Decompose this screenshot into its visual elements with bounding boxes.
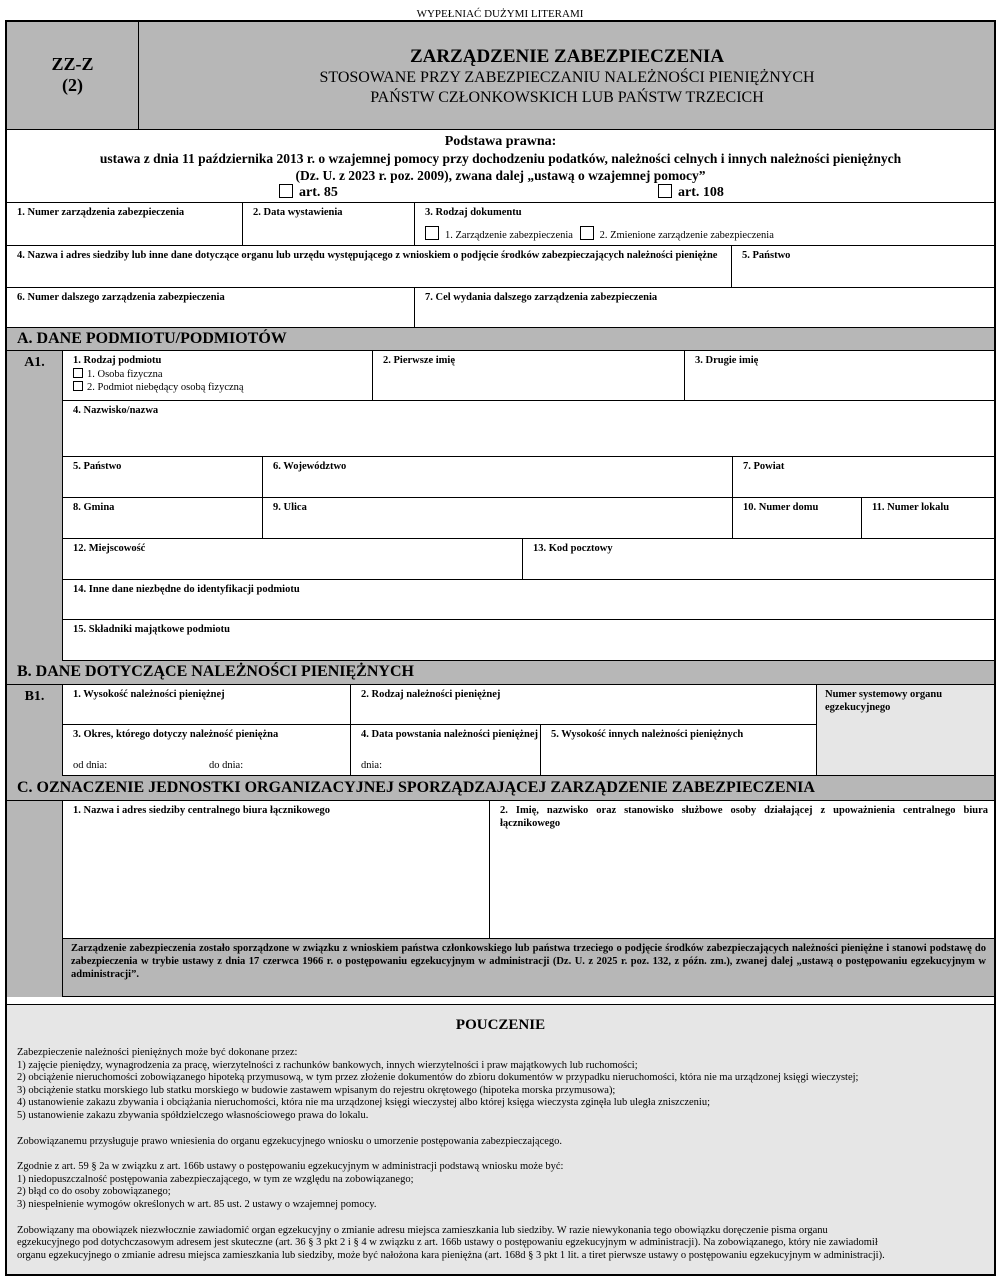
period-from[interactable]: od dnia: xyxy=(73,760,108,771)
field-issue-date-label: 2. Data wystawienia xyxy=(253,207,343,218)
field-document-type-label: 3. Rodzaj dokumentu xyxy=(425,207,522,218)
field-surname-name[interactable] xyxy=(63,401,994,457)
document-type-options xyxy=(425,226,994,242)
form-code-box xyxy=(7,22,139,129)
period-to[interactable]: do dnia: xyxy=(209,760,244,771)
form-version: (2) xyxy=(62,75,83,95)
subject-legal-checkbox[interactable] xyxy=(73,381,83,391)
field-country[interactable] xyxy=(732,246,994,287)
fill-instruction: WYPEŁNIAĆ DUŻYMI LITERAMI xyxy=(416,8,584,20)
field-first-name[interactable] xyxy=(373,351,685,400)
section-a-header: A. DANE PODMIOTU/PODMIOTÓW xyxy=(7,328,994,351)
art85-checkbox[interactable] xyxy=(279,184,293,198)
legal-basis-heading: Podstawa prawna: xyxy=(444,134,557,149)
instructions-address-line: organu egzekucyjnego o zmianie adresu miejsca zamieszkania lub siedziby, może być nałożona kara pieniężna (art. 168d § 3 pkt 1 lit. a tiret pierwsze ustawy o postępowaniu egzekucyjnym w administracji). xyxy=(17,1249,885,1261)
subject-legal-label: 2. Podmiot niebędący osobą fizyczną xyxy=(87,382,244,393)
field-voivodeship-label: 6. Województwo xyxy=(273,461,347,472)
field-claim-date-label: 4. Data powstania należności pieniężnej xyxy=(361,729,539,740)
row-further-order xyxy=(7,288,994,328)
instructions-title: POUCZENIE xyxy=(455,1017,546,1033)
field-system-number-label: Numer systemowy organu egzekucyjnego xyxy=(825,689,943,713)
subject-type-legal-option[interactable] xyxy=(73,381,372,394)
field-claim-type-label: 2. Rodzaj należności pieniężnej xyxy=(361,689,501,700)
legal-basis-line-1: ustawa z dnia 11 października 2013 r. o wzajemnej pomocy przy dochodzeniu podatków, należności celnych i innych należności pieniężnych xyxy=(99,151,902,166)
field-system-number[interactable] xyxy=(816,685,994,776)
field-house-number[interactable] xyxy=(733,498,862,538)
field-second-name-label: 3. Drugie imię xyxy=(695,355,759,366)
instructions-ground: 2) błąd co do osoby zobowiązanego; xyxy=(17,1186,171,1198)
row-b-amount xyxy=(63,685,816,725)
field-issue-date[interactable] xyxy=(243,203,415,245)
art108-checkbox[interactable] xyxy=(658,184,672,198)
field-county-label: 7. Powiat xyxy=(743,461,785,472)
row-c-liaison xyxy=(63,801,994,939)
field-other-claims-label: 5. Wysokość innych należności pieniężnych xyxy=(551,729,744,740)
form-subtitle-1: STOSOWANE PRZY ZABEZPIECZANIU NALEŻNOŚCI PIENIĘŻNYCH xyxy=(319,69,815,86)
doc-type-order-label: 1. Zarządzenie zabezpieczenia xyxy=(445,230,573,241)
field-other-identification-label: 14. Inne dane niezbędne do identyfikacji podmiotu xyxy=(73,584,300,595)
section-b-header: B. DANE DOTYCZĄCE NALEŻNOŚCI PIENIĘŻNYCH xyxy=(7,661,994,685)
row-b-period xyxy=(63,725,816,776)
field-order-number[interactable] xyxy=(7,203,243,245)
section-c-row-label xyxy=(7,801,63,997)
subject-natural-label: 1. Osoba fizyczna xyxy=(87,369,163,380)
row-requesting-authority xyxy=(7,246,994,288)
instructions-address-line: egzekucyjnego pod dotychczasowym adresem jest skuteczne (art. 36 § 3 pkt 2 i § 4 w związku z art. 166b ustawy o postępowaniu egzekucyjnym w administracji). Na zobowiązanego, który nie zawiadomił xyxy=(17,1237,878,1249)
instructions-item: 3) obciążenie statku morskiego lub statku morskiego w budowie zastawem wpisanym do rejestru okrętowego (hipoteka morska przymusowa); xyxy=(17,1084,616,1096)
field-second-name[interactable] xyxy=(685,351,994,400)
art108-label: art. 108 xyxy=(678,185,724,200)
art85-label: art. 85 xyxy=(299,185,338,200)
field-further-order-purpose-label: 7. Cel wydania dalszego zarządzenia zabezpieczenia xyxy=(425,292,658,303)
field-postal-code-label: 13. Kod pocztowy xyxy=(533,543,613,554)
field-liaison-office-label: 1. Nazwa i adres siedziby centralnego biura łącznikowego xyxy=(73,805,331,816)
doc-type-order-checkbox[interactable] xyxy=(425,226,439,240)
subject-natural-checkbox[interactable] xyxy=(73,368,83,378)
doc-type-amended-label: 2. Zmienione zarządzenie zabezpieczenia xyxy=(599,230,774,241)
instructions-discontinuation: Zobowiązanemu przysługuje prawo wniesienia do organu egzekucyjnego wniosku o umorzenie postępowania zabezpieczającego. xyxy=(17,1135,563,1147)
instructions-ground: 1) niedopuszczalność postępowania zabezpieczającego, w tym ze względu na zobowiązanego; xyxy=(17,1173,414,1185)
field-further-order-purpose[interactable] xyxy=(415,288,994,327)
field-commune-label: 8. Gmina xyxy=(73,502,115,513)
field-first-name-label: 2. Pierwsze imię xyxy=(383,355,456,366)
instructions-intro: Zabezpieczenie należności pieniężnych może być dokonane przez: xyxy=(17,1047,298,1058)
field-subject-type xyxy=(63,351,373,400)
row-a-city xyxy=(63,539,994,580)
field-claim-amount-label: 1. Wysokość należności pieniężnej xyxy=(73,689,225,700)
instructions-item: 5) ustanowienie zakazu zbywania spółdzielczego własnościowego prawa do lokalu. xyxy=(17,1109,369,1121)
field-requesting-authority[interactable] xyxy=(7,246,732,287)
field-country-label: 5. Państwo xyxy=(742,250,791,261)
field-further-order-number-label: 6. Numer dalszego zarządzenia zabezpieczenia xyxy=(17,292,225,303)
field-requesting-authority-label: 4. Nazwa i adres siedziby lub inne dane dotyczące organu lub urzędu występującego z wnioskiem o podjęcie środków zabezpieczających należności pieniężne xyxy=(17,250,718,261)
instructions-item: 1) zajęcie pieniędzy, wynagrodzenia za pracę, wierzytelności z rachunków bankowych, innych wierzytelności i praw majątkowych lub ruchomości; xyxy=(17,1059,638,1071)
field-claim-period xyxy=(63,725,351,775)
field-document-type xyxy=(415,203,994,245)
form-title: ZARZĄDZENIE ZABEZPIECZENIA xyxy=(409,46,725,67)
field-claim-period-label: 3. Okres, którego dotyczy należność pieniężna xyxy=(73,729,279,740)
form-header xyxy=(7,22,994,130)
field-other-identification[interactable] xyxy=(63,580,994,620)
claim-date-day[interactable]: dnia: xyxy=(361,760,382,771)
field-house-number-label: 10. Numer domu xyxy=(743,502,819,513)
field-voivodeship[interactable] xyxy=(263,457,733,497)
field-street-label: 9. Ulica xyxy=(273,502,307,513)
instructions-grounds-intro: Zgodnie z art. 59 § 2a w związku z art. 166b ustawy o postępowaniu egzekucyjnym w administracji podstawą wniosku może być: xyxy=(17,1161,564,1173)
instructions-item: 4) ustanowienie zakazu zbywania i obciążania nieruchomości, która nie ma urządzonej księgi wieczystej albo której księga wieczysta zginęła lub uległa zniszczeniu; xyxy=(17,1097,711,1109)
row-a-region xyxy=(63,457,994,498)
instructions-item: 2) obciążenie nieruchomości zobowiązanego hipoteką przymusową, w tym przez złożenie dokumentów do zbioru dokumentów w przypadku nieruchomości, która nie ma urządzonej księgi wieczystej; xyxy=(17,1072,859,1084)
field-authorized-person[interactable] xyxy=(490,801,994,938)
doc-type-amended-checkbox[interactable] xyxy=(580,226,594,240)
instructions-ground: 3) niespełnienie wymogów określonych w art. 85 ust. 2 ustawy o wzajemnej pomocy. xyxy=(17,1198,377,1210)
field-street[interactable] xyxy=(263,498,733,538)
field-subject-country-label: 5. Państwo xyxy=(73,461,122,472)
row-a-subject xyxy=(63,351,994,401)
field-subject-country[interactable] xyxy=(63,457,263,497)
art85-option[interactable] xyxy=(279,184,338,201)
section-c-header: C. OZNACZENIE JEDNOSTKI ORGANIZACYJNEJ SPORZĄDZAJĄCEJ ZARZĄDZENIE ZABEZPIECZENIA xyxy=(7,776,994,801)
field-order-number-label: 1. Numer zarządzenia zabezpieczenia xyxy=(17,207,185,218)
section-a-row-label: A1. xyxy=(7,351,63,661)
field-other-claims[interactable] xyxy=(541,725,816,775)
form-title-block xyxy=(140,46,994,108)
legal-basis-line-2: (Dz. U. z 2023 r. poz. 2009), zwana dalej „ustawą o wzajemnej pomocy” xyxy=(295,168,706,183)
instructions-box xyxy=(7,1005,994,1274)
field-assets[interactable] xyxy=(63,620,994,661)
field-city-label: 12. Miejscowość xyxy=(73,543,146,554)
field-assets-label: 15. Składniki majątkowe podmiotu xyxy=(73,624,230,635)
form-zz-z xyxy=(5,20,996,1276)
field-liaison-office[interactable] xyxy=(63,801,490,938)
subject-type-natural-option[interactable] xyxy=(73,368,372,381)
field-claim-date xyxy=(351,725,541,775)
section-c-statement: Zarządzenie zabezpieczenia zostało sporządzone w związku z wnioskiem państwa członkowskiego lub państwa trzeciego o podjęcie środków zabezpieczających należności pieniężne i stanowi podstawę do zabezpieczenia w trybie ustawy z dnia 17 czerwca 1966 r. o postępowaniu egzekucyjnym w administracji (Dz. U. z 2025 r. poz. 132, z późn. zm.), zwanej dalej „ustawą o postępowaniu egzekucyjnym w administracji”. xyxy=(63,939,994,997)
form-subtitle-2: PAŃSTW CZŁONKOWSKICH LUB PAŃSTW TRZECICH xyxy=(370,89,764,106)
section-b-row-label: B1. xyxy=(7,685,63,776)
field-county[interactable] xyxy=(733,457,994,497)
field-commune[interactable] xyxy=(63,498,263,538)
form-code: ZZ-Z xyxy=(51,54,94,74)
field-city[interactable] xyxy=(63,539,523,579)
field-authorized-person-label: 2. Imię, nazwisko oraz stanowisko służbowe osoby działającej z upoważnienia centralnego biura łącznikowego xyxy=(500,805,988,829)
field-flat-number[interactable] xyxy=(862,498,994,538)
field-flat-number-label: 11. Numer lokalu xyxy=(872,502,950,513)
field-claim-type[interactable] xyxy=(351,685,816,724)
legal-basis xyxy=(7,130,994,203)
field-subject-type-label: 1. Rodzaj podmiotu xyxy=(73,355,162,366)
row-a-street xyxy=(63,498,994,539)
field-postal-code[interactable] xyxy=(523,539,994,579)
row-doc-info xyxy=(7,203,994,246)
instructions-address-line: Zobowiązany ma obowiązek niezwłocznie zawiadomić organ egzekucyjny o zmianie adresu miejsca zamieszkania lub siedziby. W razie niewykonania tego obowiązku doręczenie pisma organu xyxy=(17,1224,828,1236)
field-further-order-number[interactable] xyxy=(7,288,415,327)
spacer-row xyxy=(7,997,994,1005)
field-surname-name-label: 4. Nazwisko/nazwa xyxy=(73,405,159,416)
field-claim-amount[interactable] xyxy=(63,685,351,724)
art108-option[interactable] xyxy=(658,184,724,201)
